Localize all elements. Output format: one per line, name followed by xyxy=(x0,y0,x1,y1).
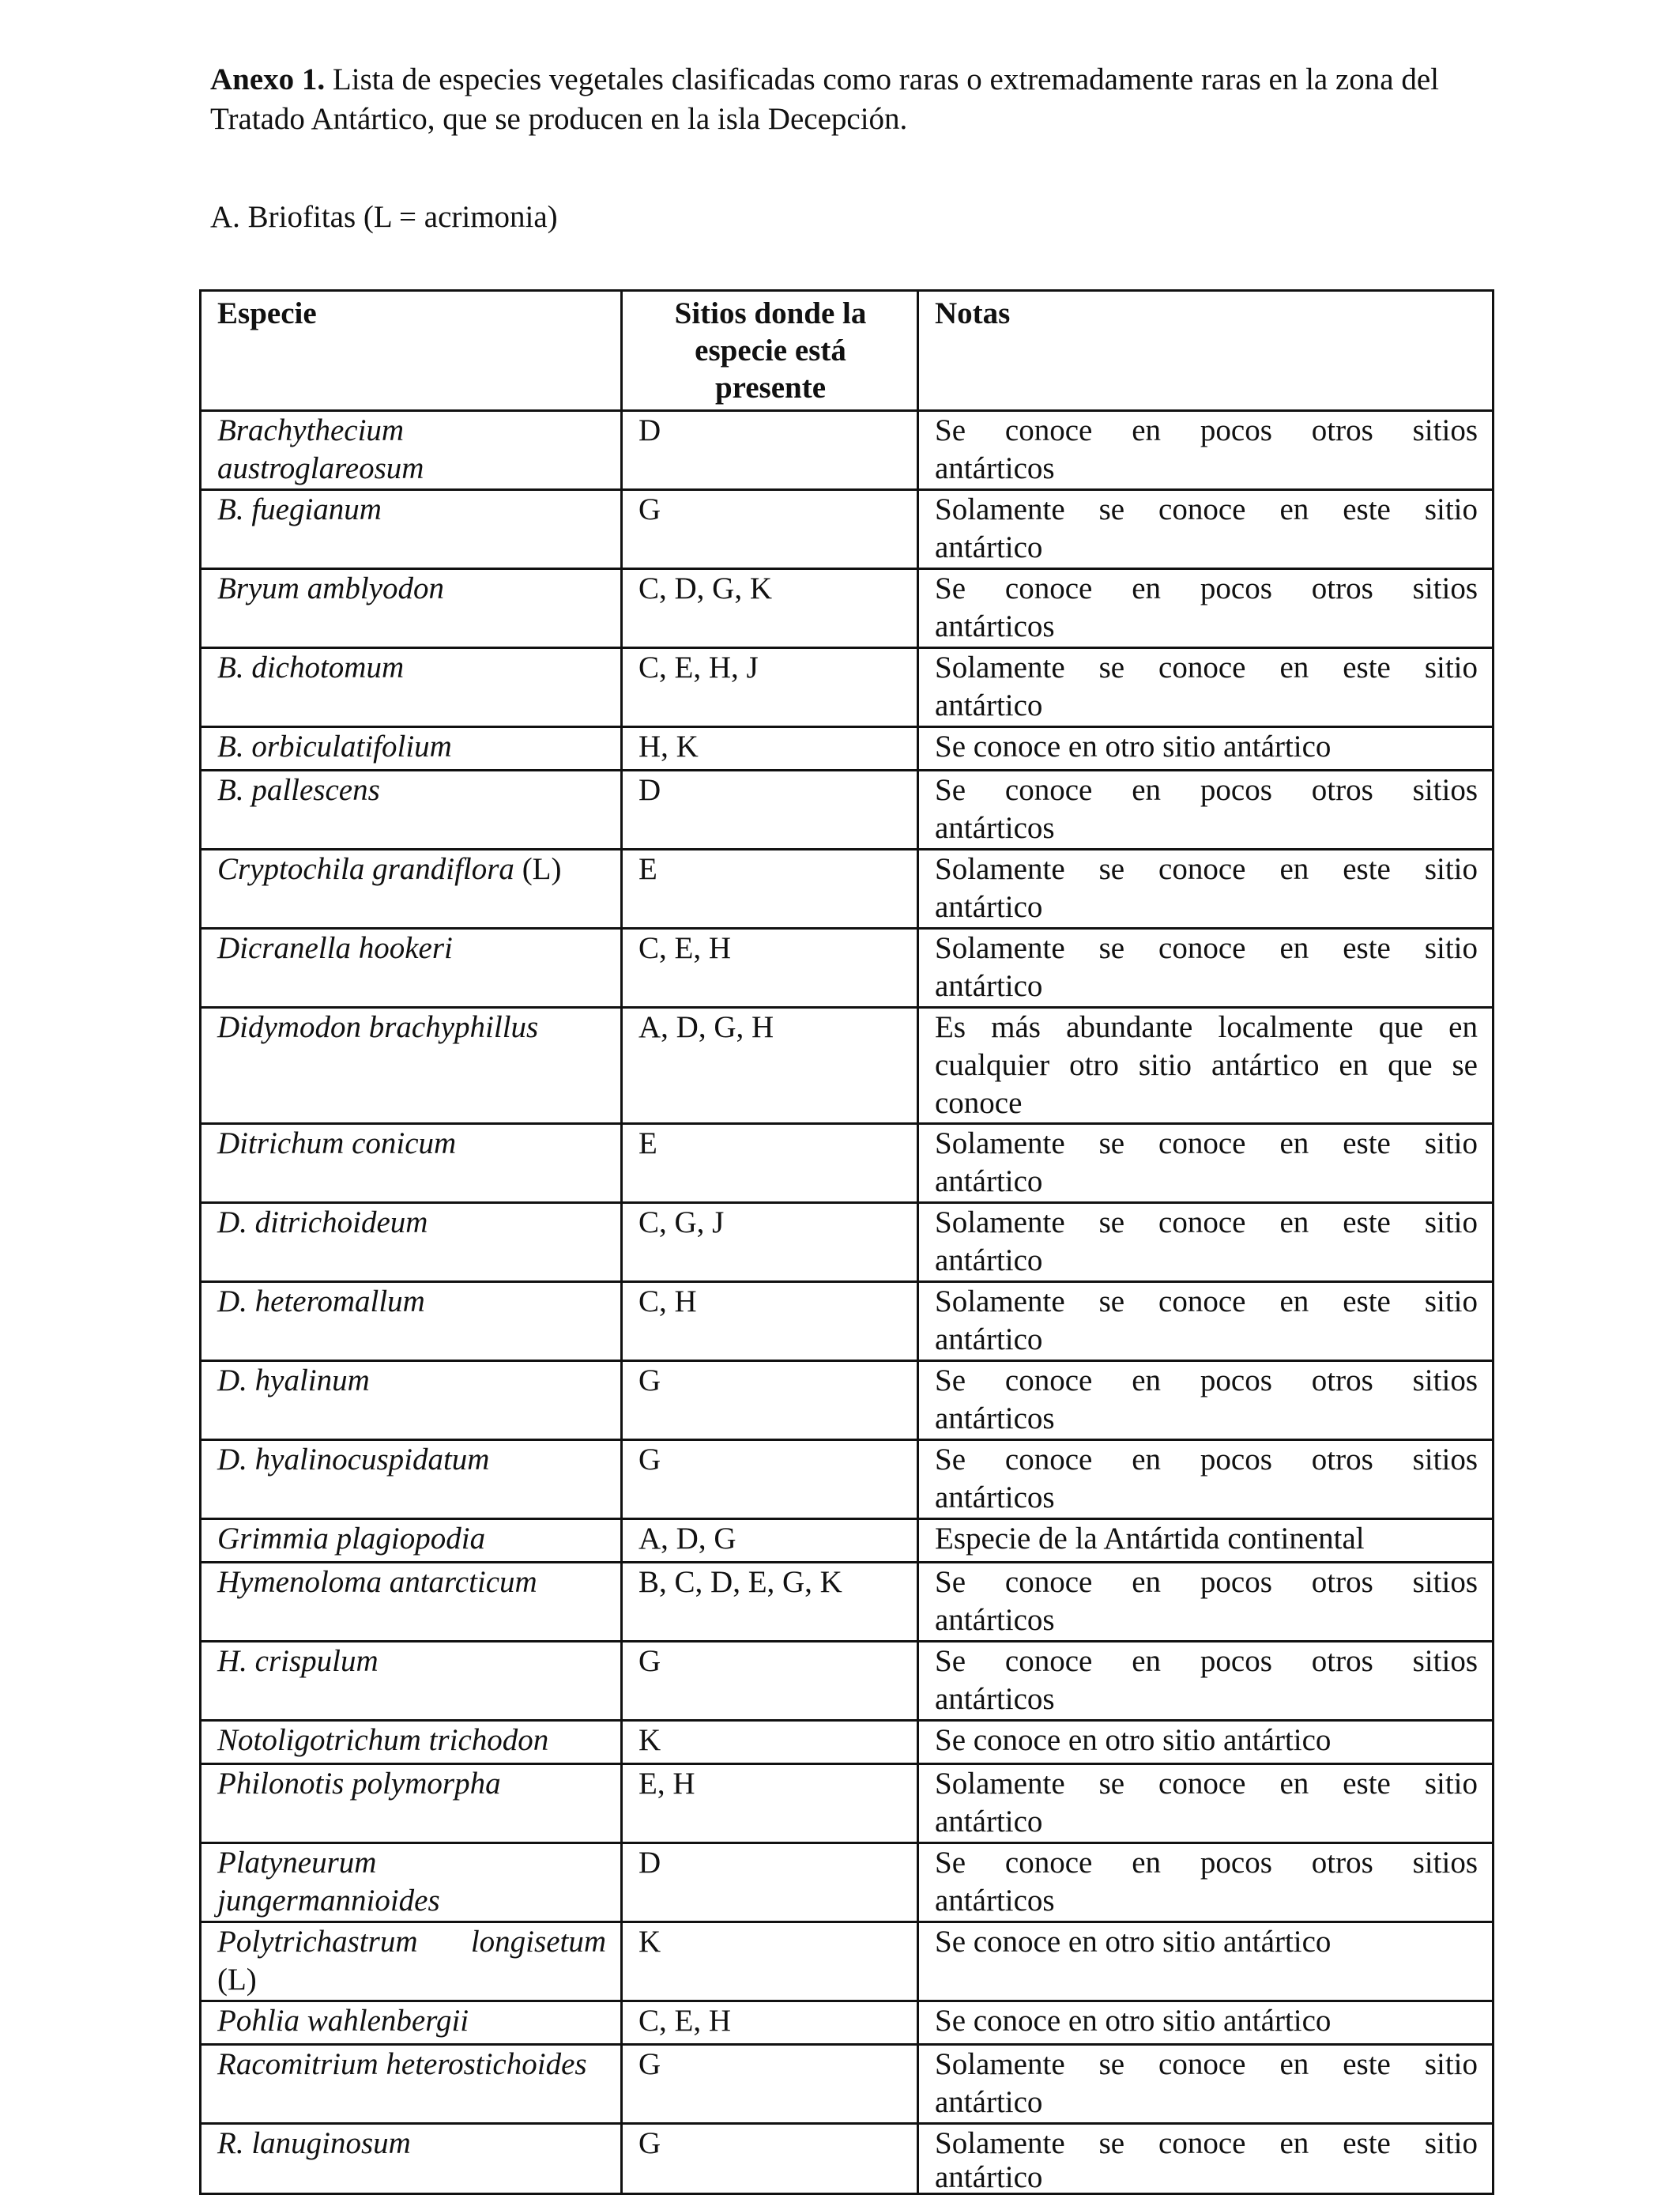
note-line: Se conoce en otro sitio antártico xyxy=(935,1723,1332,1757)
species-cell xyxy=(201,1440,622,1519)
species-cell xyxy=(201,490,622,569)
species-cell xyxy=(201,1642,622,1721)
note-line: Solamente se conoce en este sitio xyxy=(935,2126,1478,2160)
note-line: antártico xyxy=(935,1805,1043,1839)
species-table xyxy=(199,289,1494,2195)
sites-cell: G xyxy=(622,1440,918,1519)
note-line: Solamente se conoce en este sitio xyxy=(935,1284,1478,1318)
species-name: D. hyalinum xyxy=(217,1363,370,1397)
note-line: Solamente se conoce en este sitio xyxy=(935,1767,1478,1801)
species-cell xyxy=(201,2045,622,2124)
sites-cell: D xyxy=(622,411,918,490)
species-cell xyxy=(201,1922,622,2001)
species-cell xyxy=(201,1563,622,1642)
species-name: Notoligotrichum trichodon xyxy=(217,1723,549,1757)
notes-cell xyxy=(918,2001,1494,2045)
note-line: antárticos xyxy=(935,451,1055,485)
species-cell xyxy=(201,1764,622,1843)
species-cell xyxy=(201,1361,622,1440)
notes-cell xyxy=(918,1764,1494,1843)
note-line: Solamente se conoce en este sitio xyxy=(935,651,1478,685)
species-cell xyxy=(201,1519,622,1563)
species-cell xyxy=(201,1203,622,1282)
species-cell xyxy=(201,648,622,727)
sites-cell: K xyxy=(622,1922,918,2001)
species-name: Bryum amblyodon xyxy=(217,571,445,605)
sites-cell: G xyxy=(622,2124,918,2194)
species-name: Brachythecium austroglareosum xyxy=(217,413,424,485)
note-line: antárticos xyxy=(935,1480,1055,1514)
sites-cell: G xyxy=(622,2045,918,2124)
notes-cell xyxy=(918,727,1494,771)
notes-cell xyxy=(918,771,1494,850)
note-line: Se conoce en pocos otros sitios xyxy=(935,1565,1478,1599)
note-line: antártico xyxy=(935,2085,1043,2119)
sites-cell: G xyxy=(622,1642,918,1721)
note-line: antártico xyxy=(935,1322,1043,1356)
notes-cell xyxy=(918,2045,1494,2124)
section-heading: A. Briofitas (L = acrimonia) xyxy=(210,200,558,234)
sites-cell: E xyxy=(622,1124,918,1203)
table-row xyxy=(201,490,1494,569)
notes-cell xyxy=(918,1008,1494,1124)
species-name: D. hyalinocuspidatum xyxy=(217,1443,490,1477)
species-cell xyxy=(201,1124,622,1203)
sites-cell: C, H xyxy=(622,1282,918,1361)
table-row xyxy=(201,850,1494,929)
species-name: B. pallescens xyxy=(217,773,380,807)
annex-caption-text: Lista de especies vegetales clasificadas como raras o extremadamente raras en la zona del Tratado Antártico, que se producen en la isla Decepción. xyxy=(210,62,1439,136)
species-name: R. lanuginosum xyxy=(217,2126,411,2160)
note-line: Se conoce en pocos otros sitios xyxy=(935,1443,1478,1477)
table-row xyxy=(201,2001,1494,2045)
sites-cell: C, E, H, J xyxy=(622,648,918,727)
annex-label: Anexo 1. xyxy=(210,62,326,96)
sites-cell: C, D, G, K xyxy=(622,569,918,648)
table-row xyxy=(201,569,1494,648)
notes-cell xyxy=(918,1563,1494,1642)
note-line: antártico xyxy=(935,530,1043,564)
sites-cell: E, H xyxy=(622,1764,918,1843)
table-row xyxy=(201,1843,1494,1922)
sites-cell: A, D, G, H xyxy=(622,1008,918,1124)
sites-cell: C, G, J xyxy=(622,1203,918,1282)
notes-cell xyxy=(918,1721,1494,1764)
note-line: Se conoce en pocos otros sitios xyxy=(935,413,1478,447)
species-cell xyxy=(201,1008,622,1124)
table-row xyxy=(201,1203,1494,1282)
species-name: Platyneurum jungermannioides xyxy=(217,1846,440,1918)
header-species: Especie xyxy=(201,291,622,411)
notes-cell xyxy=(918,1843,1494,1922)
notes-cell xyxy=(918,411,1494,490)
table-row xyxy=(201,1721,1494,1764)
species-cell xyxy=(201,1282,622,1361)
note-line: Solamente se conoce en este sitio xyxy=(935,1126,1478,1160)
note-line: antárticos xyxy=(935,811,1055,845)
header-notes: Notas xyxy=(918,291,1494,411)
table-row xyxy=(201,648,1494,727)
species-cell xyxy=(201,2124,622,2194)
species-name: B. orbiculatifolium xyxy=(217,730,452,764)
note-line: antártico xyxy=(935,688,1043,722)
note-line: antárticos xyxy=(935,609,1055,643)
species-name: Polytrichastrum longisetum xyxy=(217,1925,606,1959)
species-suffix: (L) xyxy=(514,852,562,886)
species-cell xyxy=(201,850,622,929)
species-suffix: (L) xyxy=(217,1963,257,1997)
note-line: conoce xyxy=(935,1086,1023,1120)
notes-cell xyxy=(918,490,1494,569)
species-name: Ditrichum conicum xyxy=(217,1126,457,1160)
annex-caption xyxy=(210,60,1482,139)
table-row xyxy=(201,1563,1494,1642)
note-line: Solamente se conoce en este sitio xyxy=(935,492,1478,526)
species-cell xyxy=(201,1721,622,1764)
species-name: B. fuegianum xyxy=(217,492,382,526)
species-name: H. crispulum xyxy=(217,1644,379,1678)
notes-cell xyxy=(918,1124,1494,1203)
note-line: Solamente se conoce en este sitio xyxy=(935,1205,1478,1239)
notes-cell xyxy=(918,1922,1494,2001)
sites-cell: G xyxy=(622,1361,918,1440)
note-line: antártico xyxy=(935,1243,1043,1277)
sites-cell: H, K xyxy=(622,727,918,771)
sites-cell: D xyxy=(622,771,918,850)
species-cell xyxy=(201,411,622,490)
table-row xyxy=(201,1519,1494,1563)
note-line: Solamente se conoce en este sitio xyxy=(935,852,1478,886)
notes-cell xyxy=(918,1282,1494,1361)
species-cell xyxy=(201,569,622,648)
note-line: antártico xyxy=(935,969,1043,1003)
sites-cell: C, E, H xyxy=(622,2001,918,2045)
note-line: antárticos xyxy=(935,1884,1055,1918)
sites-cell: D xyxy=(622,1843,918,1922)
sites-cell: G xyxy=(622,490,918,569)
note-line: Es más abundante localmente que en cualquier otro sitio antártico en que se xyxy=(935,1010,1478,1082)
notes-cell xyxy=(918,1361,1494,1440)
species-cell xyxy=(201,929,622,1008)
notes-cell xyxy=(918,850,1494,929)
notes-cell xyxy=(918,648,1494,727)
species-name: Hymenoloma antarcticum xyxy=(217,1565,537,1599)
note-line: Solamente se conoce en este sitio xyxy=(935,931,1478,965)
table-row xyxy=(201,771,1494,850)
species-name: D. ditrichoideum xyxy=(217,1205,428,1239)
table-row xyxy=(201,1008,1494,1124)
table-row xyxy=(201,1124,1494,1203)
table-row xyxy=(201,2045,1494,2124)
species-name: Grimmia plagiopodia xyxy=(217,1522,486,1556)
notes-cell xyxy=(918,569,1494,648)
species-name: Racomitrium heterostichoides xyxy=(217,2047,587,2081)
note-line: Se conoce en pocos otros sitios xyxy=(935,1363,1478,1397)
species-cell xyxy=(201,1843,622,1922)
notes-cell xyxy=(918,1642,1494,1721)
note-line: Se conoce en otro sitio antártico xyxy=(935,1925,1332,1959)
sites-cell: C, E, H xyxy=(622,929,918,1008)
table-row xyxy=(201,929,1494,1008)
notes-cell xyxy=(918,1440,1494,1519)
note-line: Se conoce en otro sitio antártico xyxy=(935,2004,1332,2038)
notes-cell xyxy=(918,1519,1494,1563)
species-name: Dicranella hookeri xyxy=(217,931,453,965)
species-name: Didymodon brachyphillus xyxy=(217,1010,539,1044)
note-line: antárticos xyxy=(935,1603,1055,1637)
table-row xyxy=(201,1361,1494,1440)
notes-cell xyxy=(918,2124,1494,2194)
table-row xyxy=(201,1764,1494,1843)
note-line: Se conoce en otro sitio antártico xyxy=(935,730,1332,764)
note-line: Se conoce en pocos otros sitios xyxy=(935,773,1478,807)
sites-cell: E xyxy=(622,850,918,929)
table-row xyxy=(201,411,1494,490)
table-row xyxy=(201,727,1494,771)
sites-cell: B, C, D, E, G, K xyxy=(622,1563,918,1642)
species-name: B. dichotomum xyxy=(217,651,405,685)
note-line: antárticos xyxy=(935,1401,1055,1435)
header-sites: Sitios donde la especie está presente xyxy=(622,291,918,411)
species-name: Pohlia wahlenbergii xyxy=(217,2004,469,2038)
table-row xyxy=(201,2124,1494,2194)
table-row xyxy=(201,1642,1494,1721)
note-line: Especie de la Antártida continental xyxy=(935,1522,1365,1556)
species-cell xyxy=(201,771,622,850)
sites-cell: K xyxy=(622,1721,918,1764)
note-line: antártico xyxy=(935,890,1043,924)
table-row xyxy=(201,1440,1494,1519)
species-name: D. heteromallum xyxy=(217,1284,425,1318)
note-line: antártico xyxy=(935,1164,1043,1198)
note-line: Solamente se conoce en este sitio xyxy=(935,2047,1478,2081)
species-cell xyxy=(201,727,622,771)
notes-cell xyxy=(918,1203,1494,1282)
species-name: Cryptochila grandiflora xyxy=(217,852,514,886)
note-line: Se conoce en pocos otros sitios xyxy=(935,1846,1478,1880)
species-cell xyxy=(201,2001,622,2045)
sites-cell: A, D, G xyxy=(622,1519,918,1563)
species-name: Philonotis polymorpha xyxy=(217,1767,501,1801)
notes-cell xyxy=(918,929,1494,1008)
note-line: antárticos xyxy=(935,1682,1055,1716)
table-row xyxy=(201,1282,1494,1361)
note-line: Se conoce en pocos otros sitios xyxy=(935,1644,1478,1678)
note-line: Se conoce en pocos otros sitios xyxy=(935,571,1478,605)
table-row xyxy=(201,1922,1494,2001)
table-header-row xyxy=(201,291,1494,411)
note-line: antártico xyxy=(935,2160,1043,2194)
